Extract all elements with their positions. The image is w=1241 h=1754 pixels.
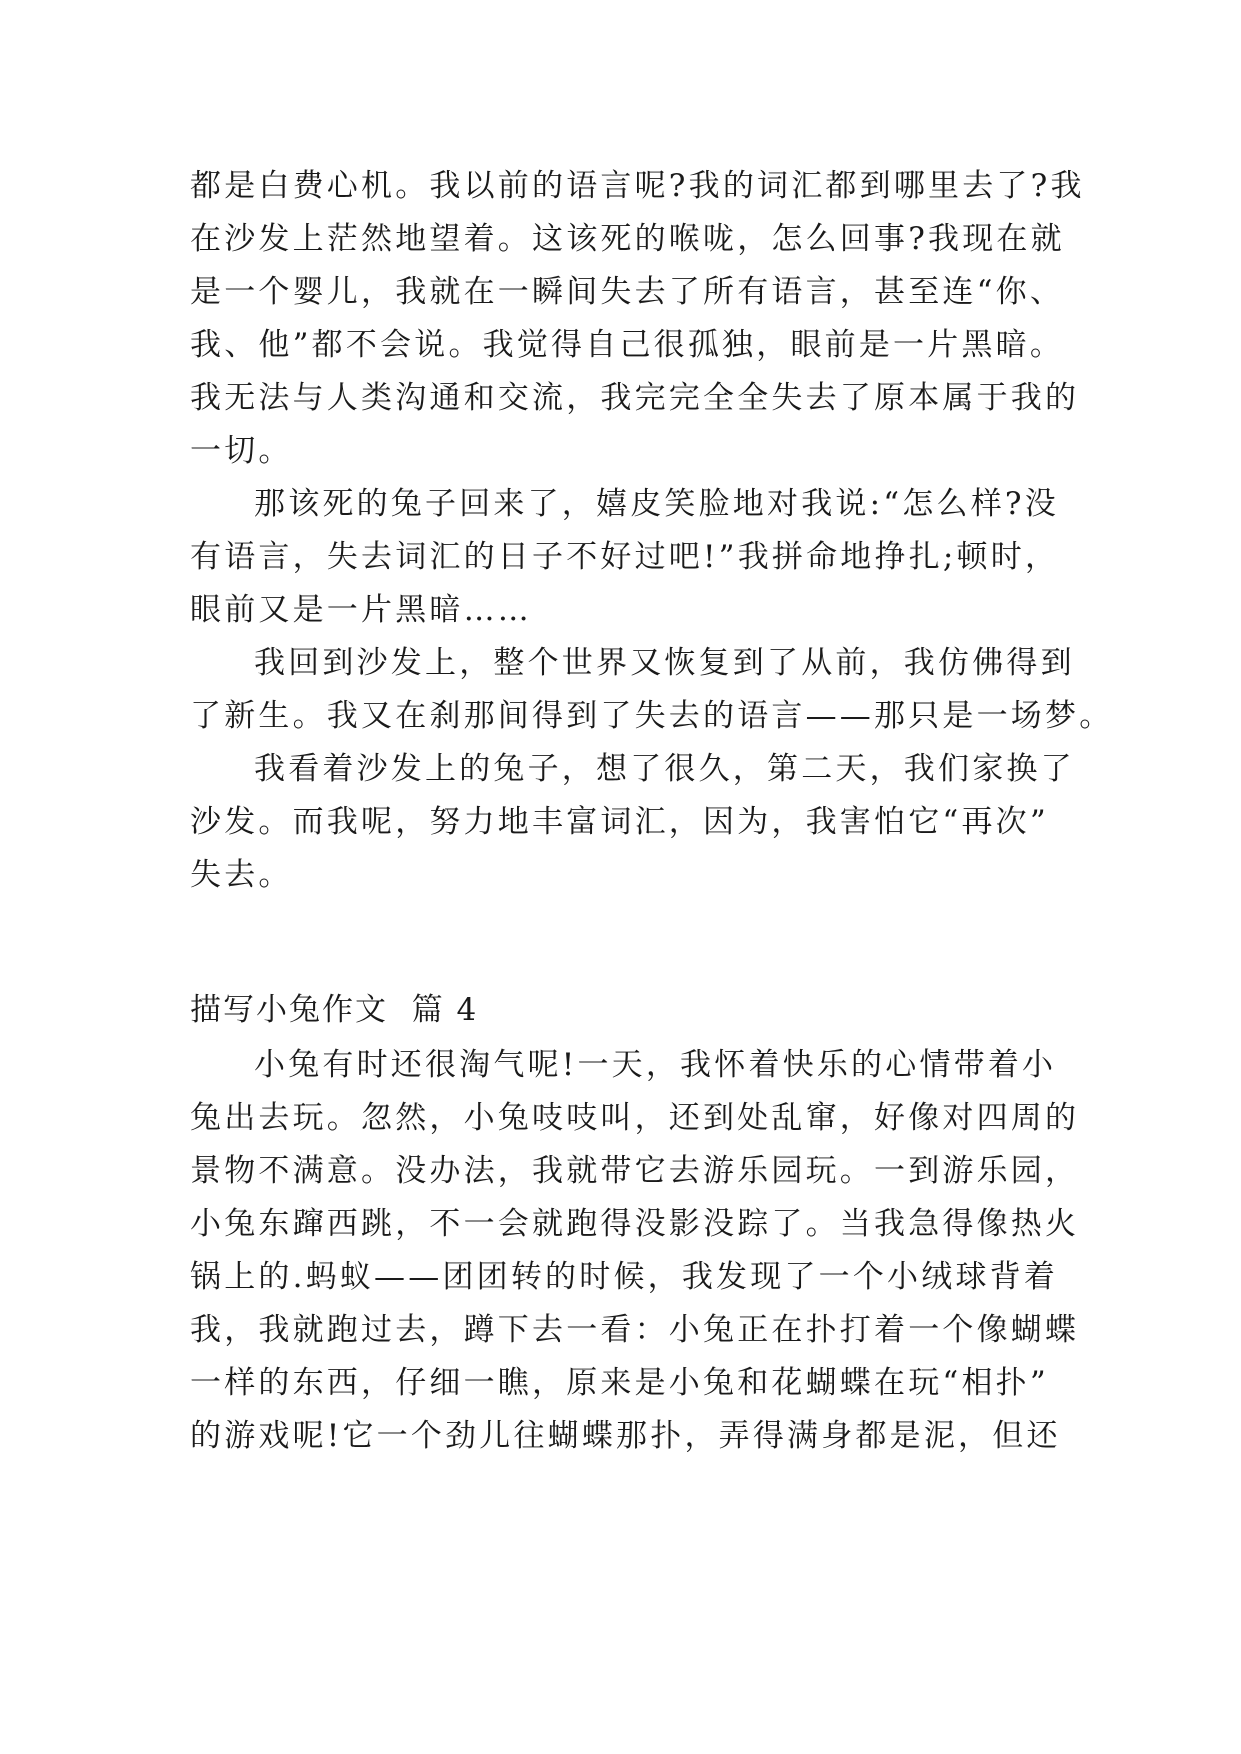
text-line: 小兔东蹿西跳，不一会就跑得没影没踪了。当我急得像热火 (190, 1206, 1080, 1242)
section-spacer (190, 902, 1050, 982)
text-line: 一切。 (190, 433, 293, 469)
text-line: 我看着沙发上的兔子，想了很久，第二天，我们家换了 (254, 751, 1075, 787)
paragraph (190, 478, 1060, 637)
text-block-bottom (190, 1039, 1080, 1463)
text-line: 锅上的.蚂蚁——团团转的时候，我发现了一个小绒球背着 (190, 1259, 1059, 1295)
text-line: 我回到沙发上，整个世界又恢复到了从前，我仿佛得到 (254, 645, 1075, 681)
text-line: 那该死的兔子回来了，嬉皮笑脸地对我说:“怎么样?没 (254, 486, 1059, 522)
text-line: 了新生。我又在刹那间得到了失去的语言——那只是一场梦。 (190, 698, 1114, 734)
document-page (190, 160, 1114, 1463)
text-line: 失去。 (190, 857, 293, 893)
text-line: 眼前又是一片黑暗…… (190, 592, 532, 628)
text-line: 的游戏呢!它一个劲儿往蝴蝶那扑，弄得满身都是泥，但还 (190, 1418, 1061, 1454)
text-line: 是一个婴儿，我就在一瞬间失去了所有语言，甚至连“你、 (190, 274, 1065, 310)
text-line: 我无法与人类沟通和交流，我完完全全失去了原本属于我的 (190, 380, 1080, 416)
text-line: 一样的东西，仔细一瞧，原来是小兔和花蝴蝶在玩“相扑” (190, 1365, 1049, 1401)
text-line: 小兔有时还很淘气呢!一天，我怀着快乐的心情带着小 (254, 1047, 1057, 1083)
text-line: 景物不满意。没办法，我就带它去游乐园玩。一到游乐园， (190, 1153, 1080, 1189)
text-line: 沙发。而我呢，努力地丰富词汇，因为，我害怕它“再次” (190, 804, 1049, 840)
text-line: 在沙发上茫然地望着。这该死的喉咙，怎么回事?我现在就 (190, 221, 1065, 257)
text-line: 都是白费心机。我以前的语言呢?我的词汇都到哪里去了?我 (190, 168, 1085, 204)
text-block-top (190, 160, 1114, 902)
paragraph (190, 743, 1075, 902)
section-heading: 描写小兔作文 篇 4 (190, 992, 479, 1028)
text-line: 我，我就跑过去，蹲下去一看：小兔正在扑打着一个像蝴蝶 (190, 1312, 1080, 1348)
text-line: 有语言，失去词汇的日子不好过吧!”我拼命地挣扎;顿时， (190, 539, 1060, 575)
text-line: 我、他”都不会说。我觉得自己很孤独，眼前是一片黑暗。 (190, 327, 1065, 363)
paragraph (190, 1039, 1080, 1463)
text-line: 兔出去玩。忽然，小兔吱吱叫，还到处乱窜，好像对四周的 (190, 1100, 1080, 1136)
paragraph (190, 637, 1114, 743)
paragraph (190, 160, 1085, 478)
